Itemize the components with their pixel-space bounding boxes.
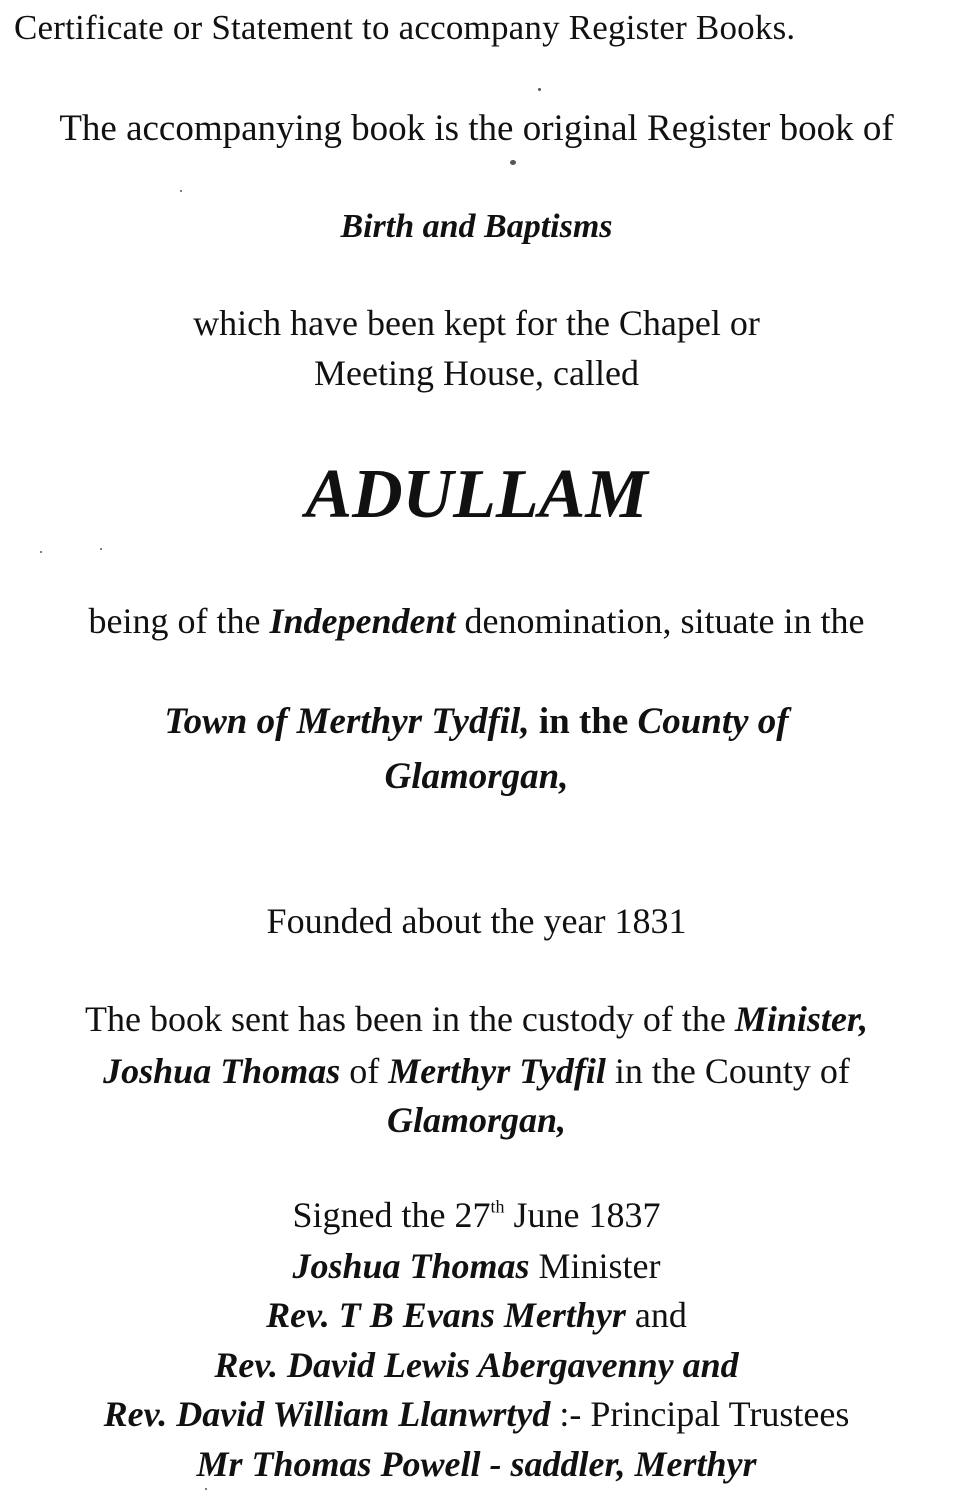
trustee-line-1 (0, 1297, 953, 1333)
certificate-header: Certificate or Statement to accompany Register Books. (14, 8, 796, 47)
trustee-4: Mr Thomas Powell - saddler, Merthyr (196, 1444, 757, 1484)
trustee-2: Rev. David Lewis Abergavenny and (214, 1345, 739, 1385)
signed-prefix: Signed the 27 (292, 1195, 491, 1235)
trustee-3: Rev. David William Llanwrtyd (103, 1394, 551, 1434)
location-county: Glamorgan, (384, 756, 569, 797)
scan-speck (100, 548, 102, 550)
location-town: Town of Merthyr Tydfil, (164, 701, 530, 742)
denomination-suffix: denomination, situate in the (464, 601, 865, 641)
signatory-minister-role: Minister (538, 1246, 661, 1286)
signatory-minister-name: Joshua Thomas (292, 1246, 530, 1286)
custody-line-2 (0, 1053, 953, 1089)
chapel-name: ADULLAM (305, 456, 648, 533)
custody-prefix: The book sent has been in the custody of the (85, 999, 726, 1039)
scan-speck (510, 160, 516, 165)
intro-line: The accompanying book is the original Register book of (59, 108, 894, 149)
scan-speck (205, 1488, 207, 1490)
custody-of: of (349, 1051, 380, 1091)
signatory-minister-line (0, 1248, 953, 1284)
scan-speck (180, 190, 182, 192)
custody-line-1 (0, 1001, 953, 1037)
signed-superscript: th (490, 1196, 505, 1217)
denomination-name: Independent (269, 601, 456, 641)
signed-line (0, 1197, 953, 1233)
register-type: Birth and Baptisms (340, 208, 613, 245)
custody-place: Merthyr Tydfil (388, 1051, 606, 1091)
location-county-of: County of (637, 701, 789, 742)
scan-speck (538, 88, 541, 91)
kept-line-1: which have been kept for the Chapel or (193, 303, 760, 343)
location-line (0, 703, 953, 740)
denomination-line (0, 603, 953, 639)
scan-speck (40, 551, 42, 553)
location-in-the: in the (538, 701, 629, 742)
trustee-1: Rev. T B Evans Merthyr (266, 1295, 626, 1335)
denomination-prefix: being of the (88, 601, 261, 641)
custody-county: Glamorgan, (386, 1100, 567, 1140)
trustees-role: :- Principal Trustees (559, 1394, 850, 1434)
trustee-1-and: and (634, 1295, 687, 1335)
kept-line-2: Meeting House, called (314, 353, 639, 393)
trustee-line-3 (0, 1396, 953, 1432)
custody-minister-title: Minister, (734, 999, 868, 1039)
signed-suffix: June 1837 (513, 1195, 661, 1235)
custody-minister-name: Joshua Thomas (103, 1051, 341, 1091)
founded-line: Founded about the year 1831 (266, 901, 687, 941)
custody-in-county: in the County of (614, 1051, 850, 1091)
